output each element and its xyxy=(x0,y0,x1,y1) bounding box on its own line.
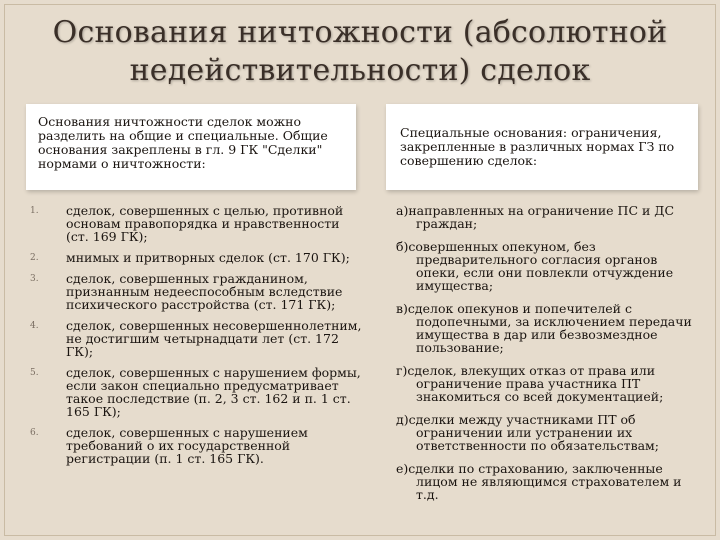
list-item: а)направленных на ограничение ПС и ДС граждан; xyxy=(396,203,675,231)
list-item: б)совершенных опекуном, без предварительного согласия органов опеки, если они повлекли отчуждение имущества; xyxy=(396,239,674,293)
list-item-number: 1. xyxy=(30,206,39,216)
list-item xyxy=(30,251,364,264)
general-grounds-list xyxy=(30,204,364,473)
special-grounds-box xyxy=(386,104,698,190)
list-item xyxy=(30,204,364,243)
slide-title xyxy=(0,14,720,90)
slide-title-line-2: недействительности) сделок xyxy=(129,53,591,88)
general-grounds-text: Основания ничтожности сделок можно разделить на общие и специальные. Общие основания закреплены в гл. 9 ГК "Сделки" нормами о ничтожности: xyxy=(38,114,328,171)
list-item-number: 2. xyxy=(30,253,39,263)
list-item-text: сделок, совершенных с нарушением требований о их государственной регистрации (п. 1 ст. 165 ГК). xyxy=(66,425,308,466)
list-item-text: сделок, совершенных несовершеннолетним, не достигшим четырнадцати лет (ст. 172 ГК); xyxy=(66,318,362,359)
list-item-text: мнимых и притворных сделок (ст. 170 ГК); xyxy=(66,250,350,265)
list-item xyxy=(30,366,364,418)
list-item: е)сделки по страхованию, заключенные лицом не являющимся страхователем и т.д. xyxy=(396,461,682,502)
list-item: г)сделок, влекущих отказ от права или ограничение права участника ПТ знакомиться со всей документацией; xyxy=(396,363,664,404)
list-item-number: 6. xyxy=(30,428,39,438)
slide-title-line-1: Основания ничтожности (абсолютной xyxy=(52,15,668,50)
list-item xyxy=(30,426,364,465)
list-item: в)сделок опекунов и попечителей с подопечными, за исключением передачи имущества в дар или безвозмездное пользование; xyxy=(396,301,692,355)
list-item: д)сделки между участниками ПТ об ограничении или устранении их ответственности по обязательствам; xyxy=(396,412,659,453)
list-item xyxy=(30,319,364,358)
list-item-text: сделок, совершенных с нарушением формы, если закон специально предусматривает такое последствие (п. 2, 3 ст. 162 и п. 1 ст. 165 ГК); xyxy=(66,365,361,419)
list-item-number: 4. xyxy=(30,321,39,331)
list-item-number: 5. xyxy=(30,368,39,378)
special-grounds-text: Специальные основания: ограничения, закрепленные в различных нормах ГЗ по совершению сделок: xyxy=(400,125,675,168)
special-grounds-list xyxy=(396,204,700,511)
general-grounds-box xyxy=(26,104,356,190)
list-item-text: сделок, совершенных гражданином, признанным недееспособным вследствие психического расстройства (ст. 171 ГК); xyxy=(66,271,343,312)
list-item-text: сделок, совершенных с целью, противной основам правопорядка и нравственности (ст. 169 ГК); xyxy=(66,203,344,244)
list-item xyxy=(30,272,364,311)
list-item-number: 3. xyxy=(30,274,39,284)
